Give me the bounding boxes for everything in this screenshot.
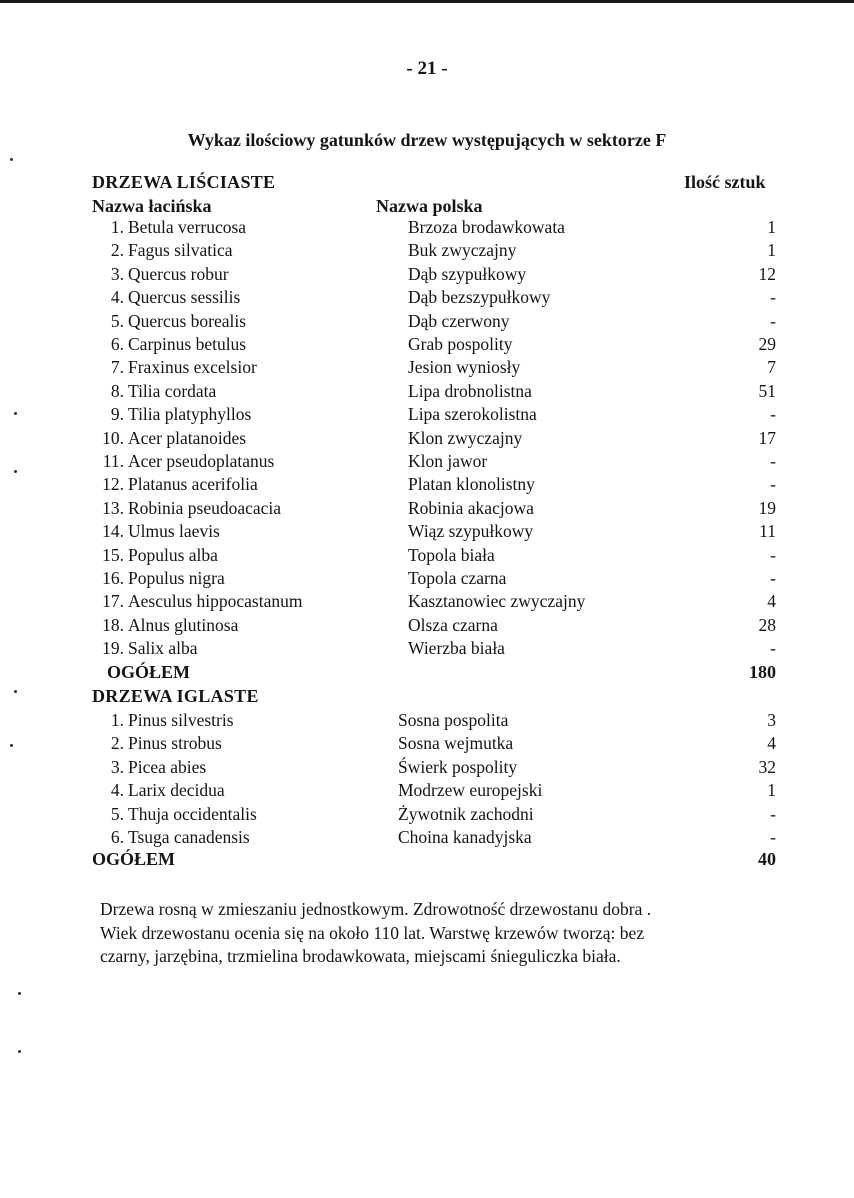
- table-row: [0, 264, 854, 287]
- row-number: 14.: [102, 521, 124, 542]
- row-number: 11.: [102, 451, 124, 471]
- latin-name-cell: [92, 404, 392, 425]
- latin-name: Quercus borealis: [128, 310, 247, 331]
- count-value: -: [770, 827, 776, 847]
- latin-name: Picea abies: [128, 756, 207, 777]
- count-value: 11: [759, 521, 776, 542]
- latin-name: Robinia pseudoacacia: [128, 497, 282, 518]
- polish-name: Kasztanowiec zwyczajny: [408, 591, 586, 612]
- count-value: -: [770, 568, 776, 588]
- polish-name: Wiąz szypułkowy: [408, 521, 534, 542]
- latin-name: Pinus strobus: [128, 733, 222, 754]
- polish-name: Brzoza brodawkowata: [408, 217, 565, 237]
- deciduous-section-title: DRZEWA LIŚCIASTE: [92, 172, 276, 192]
- row-number: 5.: [110, 310, 124, 331]
- row-number: 2.: [110, 240, 124, 261]
- latin-name-cell: [92, 591, 392, 612]
- page-heading: Wykaz ilościowy gatunków drzew występujących w sektorze F: [187, 130, 667, 150]
- row-number: 1.: [110, 217, 124, 237]
- table-row: [0, 757, 854, 780]
- row-number: 7.: [110, 357, 124, 378]
- latin-name: Fraxinus excelsior: [128, 357, 257, 378]
- count-value: 28: [758, 614, 776, 635]
- latin-name: Alnus glutinosa: [128, 614, 239, 635]
- table-row: [0, 311, 854, 334]
- polish-name: Świerk pospolity: [398, 756, 518, 777]
- latin-name-cell: [92, 381, 392, 402]
- table-row: [0, 638, 854, 661]
- page-number: - 21 -: [406, 58, 448, 79]
- latin-name: Tilia platyphyllos: [128, 404, 252, 425]
- table-row: [0, 568, 854, 591]
- count-value: -: [770, 638, 776, 659]
- table-row: [0, 474, 854, 497]
- latin-name: Aesculus hippocastanum: [128, 591, 303, 612]
- count-value: -: [770, 474, 776, 495]
- count-value: 12: [758, 263, 776, 284]
- latin-name-cell: [92, 428, 392, 449]
- count-value: 32: [758, 756, 776, 777]
- row-number: 9.: [110, 404, 124, 425]
- latin-name-cell: [92, 757, 392, 778]
- polish-name: Klon jawor: [408, 451, 488, 471]
- row-number: 10.: [102, 427, 124, 448]
- table-row: [0, 357, 854, 380]
- latin-name-cell: [92, 240, 392, 261]
- count-value: -: [770, 451, 776, 471]
- table-row: [0, 381, 854, 404]
- latin-name: Populus nigra: [128, 568, 225, 588]
- latin-name-cell: [92, 615, 392, 636]
- latin-name: Pinus silvestris: [128, 710, 234, 730]
- table-row: [0, 217, 854, 240]
- table-row: [0, 404, 854, 427]
- scan-top-edge: [0, 0, 854, 3]
- latin-name-cell: [92, 311, 392, 332]
- count-value: 3: [767, 710, 776, 730]
- latin-name-cell: [92, 451, 392, 472]
- polish-name: Lipa szerokolistna: [408, 404, 537, 425]
- row-number: 16.: [102, 568, 124, 588]
- latin-name-cell: [92, 638, 392, 659]
- row-number: 4.: [110, 780, 124, 801]
- latin-name-cell: [92, 334, 392, 355]
- row-number: 19.: [102, 638, 124, 659]
- count-value: -: [770, 404, 776, 425]
- count-value: 7: [767, 357, 776, 378]
- scan-speck: [14, 412, 17, 415]
- row-number: 5.: [110, 803, 124, 824]
- row-number: 3.: [110, 263, 124, 284]
- polish-name-column-header: Nazwa polska: [376, 196, 483, 216]
- paragraph-line: Wiek drzewostanu ocenia się na około 110 lat. Warstwę krzewów tworzą: bez: [100, 922, 645, 943]
- table-row: [0, 804, 854, 827]
- table-row: [0, 287, 854, 310]
- scan-speck: [14, 690, 17, 693]
- latin-name: Tsuga canadensis: [128, 827, 250, 847]
- polish-name: Topola czarna: [408, 568, 507, 588]
- count-value: 1: [767, 780, 776, 801]
- row-number: 3.: [110, 756, 124, 777]
- paragraph-line: Drzewa rosną w zmieszaniu jednostkowym. Zdrowotność drzewostanu dobra .: [100, 899, 652, 919]
- count-value: -: [770, 544, 776, 565]
- latin-name: Tilia cordata: [128, 380, 217, 401]
- scan-speck: [18, 992, 21, 995]
- latin-name-cell: [92, 804, 392, 825]
- table-row: [0, 334, 854, 357]
- scan-speck: [10, 744, 13, 747]
- latin-name: Acer platanoides: [128, 427, 247, 448]
- polish-name: Wierzba biała: [408, 638, 505, 659]
- latin-name: Betula verrucosa: [128, 217, 247, 237]
- polish-name: Lipa drobnolistna: [408, 380, 532, 401]
- row-number: 1.: [110, 710, 124, 730]
- latin-name-cell: [92, 357, 392, 378]
- count-value: 4: [767, 733, 776, 754]
- deciduous-total-value: 180: [749, 662, 776, 682]
- latin-name-cell: [92, 545, 392, 566]
- scan-speck: [14, 470, 17, 473]
- polish-name: Platan klonolistny: [408, 474, 535, 495]
- row-number: 4.: [110, 287, 124, 308]
- count-value: -: [770, 310, 776, 331]
- coniferous-total-label: OGÓŁEM: [92, 849, 176, 869]
- polish-name: Grab pospolity: [408, 334, 513, 354]
- latin-name: Acer pseudoplatanus: [128, 451, 275, 471]
- coniferous-total-row: [0, 849, 854, 873]
- table-row: [0, 521, 854, 544]
- latin-name-cell: [92, 217, 392, 238]
- row-number: 18.: [102, 614, 124, 635]
- scan-speck: [18, 1050, 21, 1053]
- polish-name: Żywotnik zachodni: [398, 803, 534, 824]
- row-number: 6.: [110, 827, 124, 847]
- latin-name-cell: [92, 780, 392, 801]
- latin-name: Salix alba: [128, 638, 198, 659]
- polish-name: Buk zwyczajny: [408, 240, 517, 261]
- count-value: 51: [758, 380, 776, 401]
- count-column-header: Ilość sztuk: [684, 172, 766, 192]
- count-value: 17: [758, 427, 776, 448]
- polish-name: Sosna wejmutka: [398, 733, 514, 754]
- table-row: [0, 451, 854, 474]
- polish-name: Olsza czarna: [408, 614, 498, 635]
- latin-name: Larix decidua: [128, 780, 225, 801]
- polish-name: Topola biała: [408, 544, 495, 565]
- count-value: -: [770, 287, 776, 308]
- table-row: [0, 733, 854, 756]
- paragraph-line: czarny, jarzębina, trzmielina brodawkowata, miejscami śnieguliczka biała.: [100, 946, 621, 966]
- row-number: 2.: [110, 733, 124, 754]
- polish-name: Dąb szypułkowy: [408, 263, 527, 284]
- row-number: 15.: [102, 544, 124, 565]
- latin-name: Populus alba: [128, 544, 218, 565]
- polish-name: Sosna pospolita: [398, 710, 509, 730]
- coniferous-total-value: 40: [758, 849, 776, 869]
- latin-name-cell: [92, 264, 392, 285]
- latin-name: Fagus silvatica: [128, 240, 233, 261]
- table-row: [0, 615, 854, 638]
- polish-name: Dąb czerwony: [408, 310, 510, 331]
- count-value: 1: [767, 240, 776, 261]
- table-row: [0, 428, 854, 451]
- polish-name: Modrzew europejski: [398, 780, 543, 801]
- polish-name: Klon zwyczajny: [408, 427, 523, 448]
- polish-name: Robinia akacjowa: [408, 497, 534, 518]
- latin-name-cell: [92, 568, 392, 589]
- coniferous-section-title: DRZEWA IGLASTE: [92, 686, 259, 706]
- latin-name-cell: [92, 710, 392, 731]
- table-row: [0, 545, 854, 568]
- table-row: [0, 591, 854, 614]
- scan-speck: [10, 158, 13, 161]
- latin-name-cell: [92, 827, 392, 848]
- latin-name-cell: [92, 498, 392, 519]
- count-value: 19: [758, 497, 776, 518]
- row-number: 17.: [102, 591, 124, 612]
- table-row: [0, 710, 854, 733]
- latin-name: Thuja occidentalis: [128, 803, 257, 824]
- row-number: 8.: [110, 380, 124, 401]
- count-value: 4: [767, 591, 776, 612]
- latin-name-cell: [92, 521, 392, 542]
- table-row: [0, 240, 854, 263]
- count-value: -: [770, 803, 776, 824]
- latin-name: Ulmus laevis: [128, 521, 220, 542]
- latin-name: Carpinus betulus: [128, 334, 247, 354]
- deciduous-total-row: [0, 662, 854, 686]
- table-row: [0, 498, 854, 521]
- table-row: [0, 780, 854, 803]
- latin-name-cell: [92, 474, 392, 495]
- row-number: 12.: [102, 474, 124, 495]
- summary-paragraph: [100, 898, 776, 969]
- table-row: [0, 827, 854, 850]
- latin-name-cell: [92, 733, 392, 754]
- latin-name: Platanus acerifolia: [128, 474, 258, 495]
- polish-name: Dąb bezszypułkowy: [408, 287, 551, 308]
- latin-name-cell: [92, 287, 392, 308]
- polish-name: Jesion wyniosły: [408, 357, 521, 378]
- latin-name-column-header: Nazwa łacińska: [92, 196, 212, 216]
- row-number: 6.: [110, 334, 124, 354]
- latin-name: Quercus robur: [128, 263, 229, 284]
- polish-name: Choina kanadyjska: [398, 827, 532, 847]
- count-value: 29: [758, 334, 776, 354]
- row-number: 13.: [102, 497, 124, 518]
- deciduous-total-label: OGÓŁEM: [107, 662, 191, 682]
- count-value: 1: [767, 217, 776, 237]
- latin-name: Quercus sessilis: [128, 287, 241, 308]
